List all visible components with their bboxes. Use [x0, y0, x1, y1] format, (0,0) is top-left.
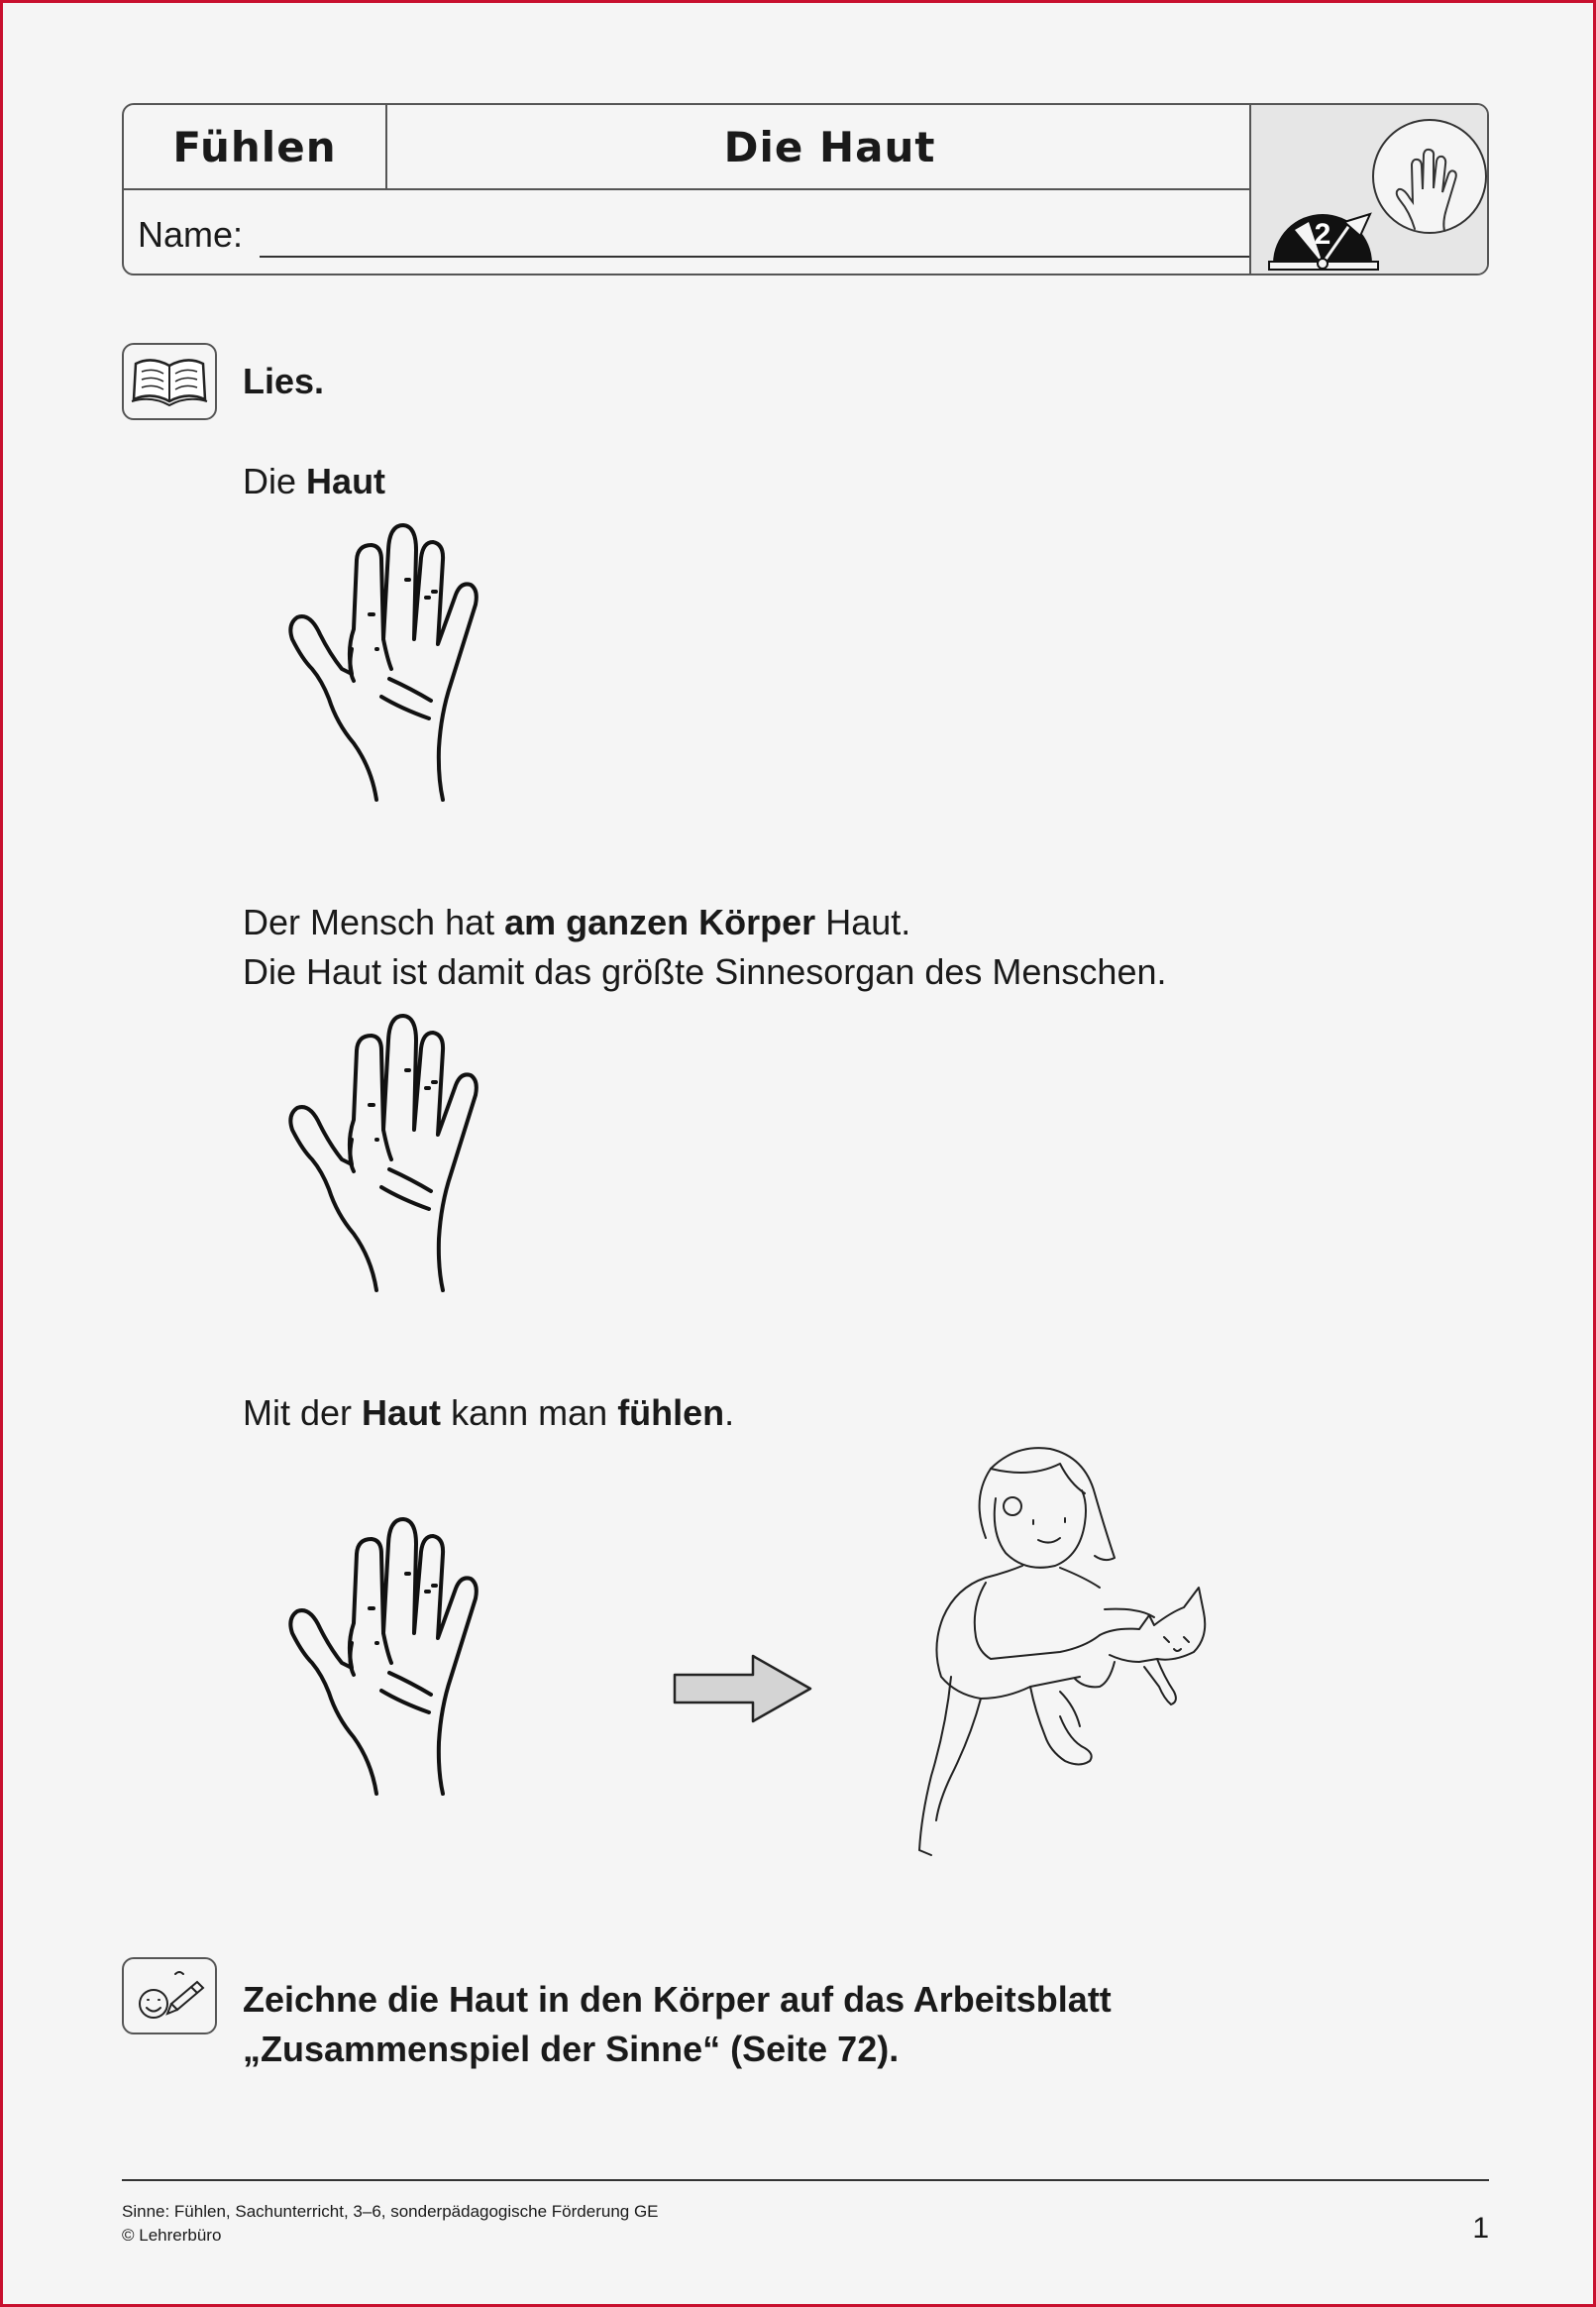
- page-number: 1: [1472, 2212, 1489, 2245]
- name-label: Name:: [138, 214, 244, 255]
- hand-icon: [282, 1514, 510, 1797]
- smiley-pencil-icon: [128, 1964, 211, 2028]
- topic-badge: [1249, 105, 1489, 275]
- instruction-read: Lies.: [243, 361, 325, 401]
- paragraph-2: Die Haut ist damit das größte Sinnesorgan des Menschen.: [243, 951, 1167, 992]
- paragraph-3: Mit der Haut kann man fühlen.: [243, 1392, 735, 1433]
- hand-icon: [282, 1011, 510, 1293]
- worksheet-header: [122, 103, 1489, 275]
- girl-holding-cat-illustration: [911, 1439, 1238, 1860]
- footer-credits: [122, 2200, 659, 2248]
- footer-source: Sinne: Fühlen, Sachunterricht, 3–6, sonderpädagogische Förderung GE: [122, 2202, 659, 2221]
- instruction-draw-line-1: Zeichne die Haut in den Körper auf das Arbeitsblatt: [243, 1979, 1112, 2020]
- footer-copyright: © Lehrerbüro: [122, 2226, 222, 2245]
- draw-section-icon: [122, 1957, 217, 2034]
- instruction-draw: [243, 1975, 1112, 2074]
- read-section-icon: [122, 343, 217, 420]
- worksheet-title: Die Haut: [387, 105, 1272, 190]
- name-field-line[interactable]: [260, 256, 1254, 258]
- footer-divider: [122, 2179, 1489, 2181]
- reading-heading: Die Haut: [243, 461, 386, 501]
- right-arrow-icon: [672, 1653, 815, 1724]
- instruction-draw-line-2: „Zusammenspiel der Sinne“ (Seite 72).: [243, 2029, 900, 2069]
- difficulty-level: 2: [1314, 218, 1331, 251]
- hand-icon: [282, 520, 510, 803]
- paragraph-1: Der Mensch hat am ganzen Körper Haut.: [243, 902, 911, 942]
- open-book-icon: [128, 350, 211, 413]
- topic-label: Fühlen: [124, 105, 387, 190]
- difficulty-gauge-icon: [1251, 105, 1489, 275]
